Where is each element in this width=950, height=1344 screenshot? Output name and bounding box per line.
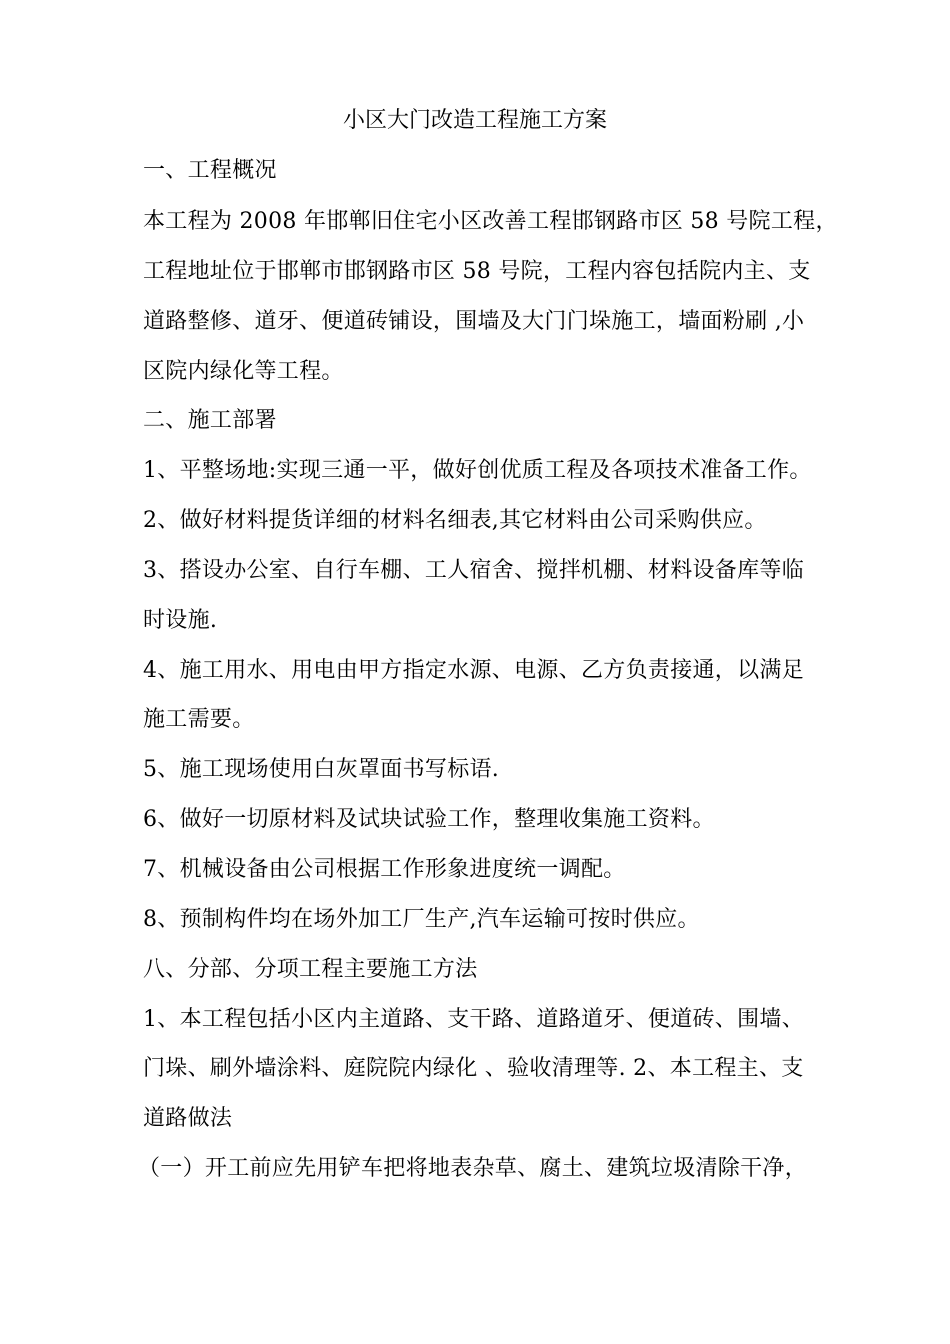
list-item: 8、预制构件均在场外加工厂生产,汽车运输可按时供应。 [143, 907, 700, 932]
paragraph-line: 1、本工程包括小区内主道路、支干路、道路道牙、便道砖、围墙、 [143, 1007, 804, 1032]
list-item-continuation: 时设施. [143, 608, 218, 633]
list-item: 1、平整场地:实现三通一平，做好创优质工程及各项技术准备工作。 [143, 458, 812, 483]
list-item: 6、做好一切原材料及试块试验工作，整理收集施工资料。 [143, 807, 715, 832]
section-heading-overview: 一、工程概况 [143, 158, 277, 183]
list-item: 7、机械设备由公司根据工作形象进度统一调配。 [143, 857, 626, 882]
list-item: 5、施工现场使用白灰罩面书写标语. [143, 757, 500, 782]
paragraph-line: 工程地址位于邯郸市邯钢路市区 58 号院，工程内容包括院内主、支 [143, 259, 811, 284]
list-item: 2、做好材料提货详细的材料名细表,其它材料由公司采购供应。 [143, 508, 767, 533]
list-item-continuation: 施工需要。 [143, 707, 255, 732]
list-item: 4、施工用水、用电由甲方指定水源、电源、乙方负责接通，以满足 [143, 658, 804, 683]
paragraph-line: 区院内绿化等工程。 [143, 359, 344, 384]
paragraph-line: 本工程为 2008 年邯郸旧住宅小区改善工程邯钢路市区 58 号院工程， [143, 209, 838, 234]
list-item: 3、搭设办公室、自行车棚、工人宿舍、搅拌机棚、材料设备库等临 [143, 558, 804, 583]
paragraph-line: （一）开工前应先用铲车把将地表杂草、腐土、建筑垃圾清除干净， [138, 1156, 808, 1181]
paragraph-line: 道路整修、道牙、便道砖铺设，围墙及大门门垛施工，墙面粉刷 ,小 [143, 309, 805, 334]
paragraph-line: 门垛、刷外墙涂料、庭院院内绿化 、验收清理等. 2、本工程主、支 [143, 1056, 804, 1081]
section-heading-methods: 八、分部、分项工程主要施工方法 [143, 957, 478, 982]
paragraph-line: 道路做法 [143, 1106, 233, 1131]
document-title: 小区大门改造工程施工方案 [342, 108, 607, 133]
section-heading-deployment: 二、施工部署 [143, 408, 277, 433]
